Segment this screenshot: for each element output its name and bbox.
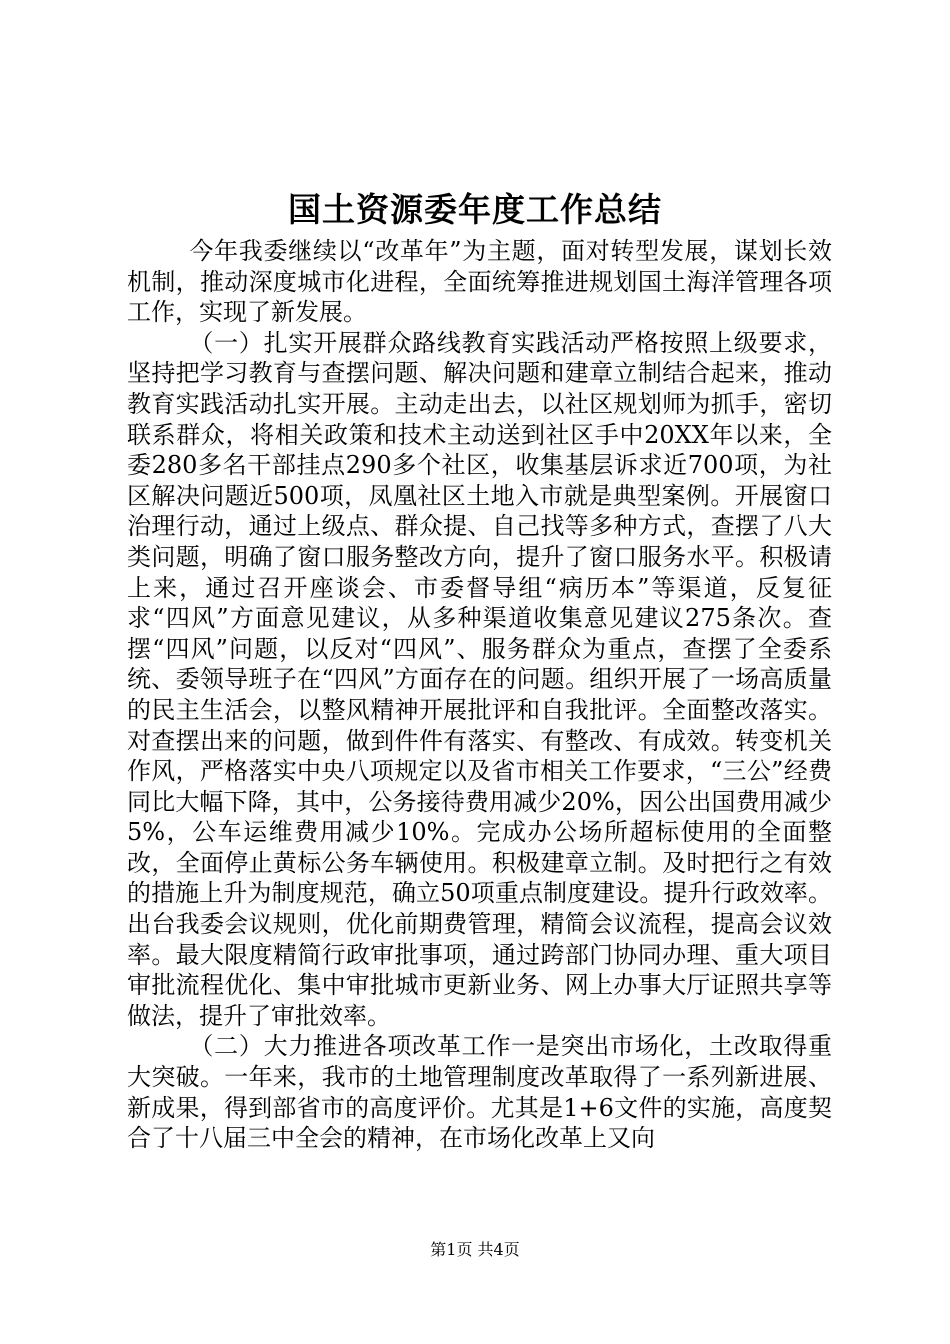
document-title: 国土资源委年度工作总结 — [288, 190, 662, 229]
paragraph-section-1: （一）扎实开展群众路线教育实践活动严格按照上级要求，坚持把学习教育与查摆问题、解决问题和建章立制结合起来，推动教育实践活动扎实开展。主动走出去，以社区规划师为抓手，密切联系群众，将相关政策和技术主动送到社区手中20XX年以来，全委280多名干部挂点290多个社区，收集基层诉求近700项，为社区解决问题近500项，凤凰社区土地入市就是典型案例。开展窗口治理行动，通过上级点、群众提、自己找等多种方式，查摆了八大类问题，明确了窗口服务整改方向，提升了窗口服务水平。积极请上来，通过召开座谈会、市委督导组“病历本”等渠道，反复征求“四风”方面意见建议，从多种渠道收集意见建议275条次。查摆“四风”问题，以反对“四风”、服务群众为重点，查摆了全委系统、委领导班子在“四风”方面存在的问题。组织开展了一场高质量的民主生活会，以整风精神开展批评和自我批评。全面整改落实。对查摆出来的问题，做到件件有落实、有整改、有成效。转变机关作风，严格落实中央八项规定以及省市相关工作要求，“三公”经费同比大幅下降，其中，公务接待费用减少20%，因公出国费用减少5%，公车运维费用减少10%。完成办公场所超标使用的全面整改，全面停止黄标公务车辆使用。积极建章立制。及时把行之有效的措施上升为制度规范，确立50项重点制度建设。提升行政效率。出台我委会议规则，优化前期费管理，精简会议流程，提高会议效率。最大限度精简行政审批事项，通过跨部门协同办理、重大项目审批流程优化、集中审批城市更新业务、网上办事大厅证照共享等做法，提升了审批效率。 — [127, 328, 832, 1030]
page-footer: 第1页 共4页 — [430, 1240, 520, 1259]
paragraph-intro: 今年我委继续以“改革年”为主题，面对转型发展，谋划长效机制，推动深度城市化进程，全面统筹推进规划国土海洋管理各项工作，实现了新发展。 — [127, 237, 832, 327]
paragraph-section-2: （二）大力推进各项改革工作一是突出市场化，土改取得重大突破。一年来，我市的土地管理制度改革取得了一系列新进展、新成果，得到部省市的高度评价。尤其是1+6文件的实施，高度契合了十八届三中全会的精神，在市场化改革上又向 — [127, 1032, 832, 1153]
document-body — [127, 236, 832, 1154]
